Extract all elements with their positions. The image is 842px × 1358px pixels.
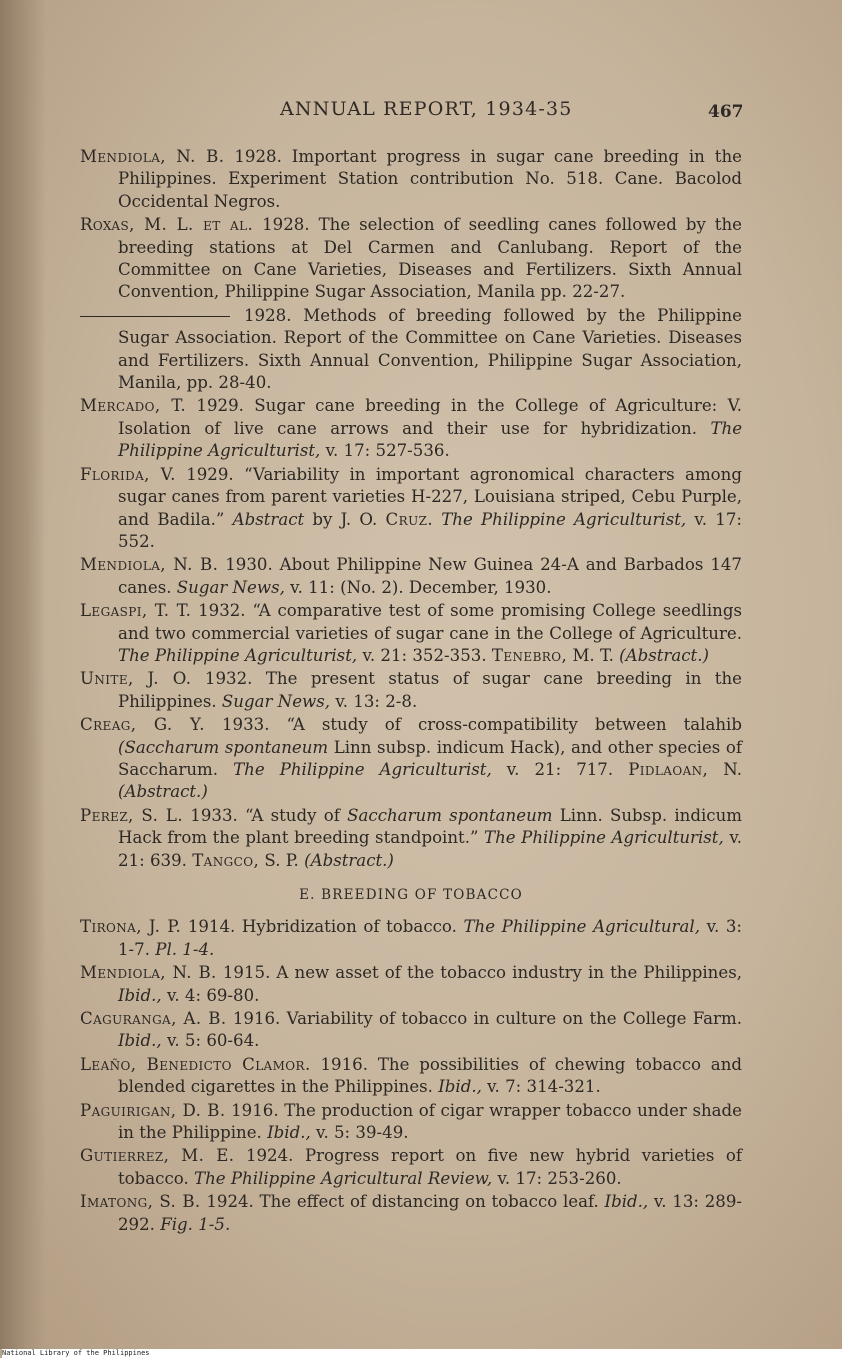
running-title: ANNUAL REPORT, 1934-35 (280, 98, 573, 120)
entry-text: 1929. “Variability in important agronomical characters among sugar canes from parent varieties H-227, Louisiana striped, Cebu Purple, and Badila.” (118, 464, 742, 529)
entry-abstractor-initials: M. T. (572, 645, 614, 665)
entry-journal: The Philippine Agriculturist, (441, 509, 687, 529)
entry-citation: v. 11: (No. 2). December, 1930. (290, 577, 552, 597)
entry-citation: v. 5: 39-49. (316, 1123, 409, 1143)
entry-author: Roxas, M. L. et al. (80, 215, 254, 235)
entry-journal: Sugar News, (221, 691, 331, 711)
entry-text: 1933. “A study of (190, 805, 340, 825)
entry-text: Linn. Subsp. indicum Hack from the plant breeding standpoint.” (118, 805, 742, 848)
entry-author: Tirona, J. P. (80, 917, 182, 937)
entry-journal: Ibid., (604, 1192, 649, 1212)
entry-journal: The Philippine Agriculturist, (118, 418, 743, 461)
entry-species: Saccharum spontaneum (347, 805, 553, 825)
entry-text: 1929. Sugar cane breeding in the College of Agriculture: V. Isolation of live cane arrows and their use for hybridization. (118, 396, 742, 438)
bibliography-entry (80, 962, 742, 1007)
entry-text: 1914. Hybridization of tobacco. (187, 917, 457, 937)
entry-journal: The Philippine Agriculturist, (118, 645, 358, 665)
scan-credit: National Library of the Philippines (2, 1349, 842, 1358)
ditto-rule (80, 316, 230, 317)
entry-author: Florida, V. (80, 464, 176, 484)
bibliography-entry (80, 1054, 742, 1099)
entry-author: Mercado, T. (80, 396, 187, 416)
page-header (0, 98, 842, 128)
entry-author: Perez, S. L. (80, 805, 183, 825)
entry-text: 1928. Methods of breeding followed by the Philippine Sugar Association. Report of the Committee on Cane Varieties. Diseases and Fertilizers. Sixth Annual Convention, Philippine Sugar Association, Manila, pp. 28-40. (118, 305, 742, 393)
entry-abstractor: Pidlaoan, (628, 759, 709, 779)
entry-text: 1928. Important progress in sugar cane breeding in the Philippines. Experiment Station contribution No. 518. Cane. Bacolod Occidental Negros. (118, 147, 742, 211)
bibliography-entry (80, 714, 742, 804)
entry-plates: Pl. 1-4. (155, 939, 215, 959)
bibliography-entry (80, 1145, 742, 1190)
entry-journal: Ibid., (438, 1077, 482, 1097)
entry-journal: Ibid., (118, 1031, 162, 1051)
section-heading: E. BREEDING OF TOBACCO (299, 887, 523, 903)
entry-author: Paguirigan, D. B. (80, 1100, 226, 1120)
entry-text: 1933. “A study of cross-compatibility between talahib (221, 715, 742, 735)
entry-citation: v. 21: 352-353. (362, 645, 487, 665)
entry-abstract-label: Abstract (232, 509, 305, 529)
entry-journal: The Philippine Agriculturist, (484, 828, 724, 848)
entry-journal: Ibid., (118, 985, 162, 1005)
entry-text: 1932. “A comparative test of some promising College seedlings and two commercial varieties of sugar cane in the College of Agriculture. (118, 601, 742, 643)
entry-author: Mendiola, N. B. (80, 147, 225, 166)
entry-abstractor: Tenebro, (491, 645, 568, 665)
entry-text: 1916. The production of cigar wrapper tobacco under shade in the Philippine. (118, 1100, 742, 1143)
bibliography-entry (80, 805, 742, 872)
entry-species: (Saccharum spontaneum (118, 737, 329, 757)
entry-author: Caguranga, A. B. (80, 1009, 227, 1029)
bibliography-entry-ditto (80, 305, 742, 395)
entry-journal: The Philippine Agricultural Review, (194, 1168, 493, 1188)
entry-citation: v. 17: 527-536. (325, 441, 450, 461)
page-number: 467 (708, 102, 744, 122)
bibliography-entry (80, 395, 742, 462)
entry-author: Mendiola, N. B. (80, 963, 217, 983)
bibliography-entry (80, 668, 742, 713)
entry-text: 1916. Variability of tobacco in culture on the College Farm. (232, 1009, 742, 1029)
entry-figures: Fig. 1-5. (160, 1214, 231, 1234)
entry-citation: v. 4: 69-80. (166, 985, 260, 1005)
entry-citation: v. 3: 1-7. (118, 917, 742, 959)
bibliography-entry (80, 214, 742, 304)
entry-abstract-label: (Abstract.) (619, 645, 709, 665)
bibliography-entry (80, 554, 742, 599)
entry-citation: v. 5: 60-64. (166, 1031, 260, 1051)
entry-text: Linn subsp. indicum Hack), and other species of Saccharum. (118, 737, 742, 779)
entry-author: Leaño, Benedicto Clamor. (80, 1054, 311, 1074)
entry-journal: Sugar News, (176, 577, 285, 597)
entry-text: 1924. Progress report on five new hybrid varieties of tobacco. (118, 1146, 742, 1188)
entry-abstractor: Cruz. (385, 509, 433, 529)
entry-text: 1916. The possibilities of chewing tobacco and blended cigarettes in the Philippines. (118, 1054, 742, 1097)
bibliography-entry (80, 146, 742, 213)
entry-by: by J. O. (312, 509, 378, 529)
bibliography-entry (80, 916, 742, 961)
entry-text: 1915. A new asset of the tobacco industry in the Philippines, (222, 963, 742, 983)
bibliography-body (80, 146, 742, 1237)
entry-citation: v. 21: 639. (118, 828, 742, 870)
bibliography-entry (80, 1008, 742, 1053)
entry-abstract-label: (Abstract.) (304, 850, 394, 870)
entry-author: Creag, G. Y. (80, 715, 205, 735)
entry-author: Unite, J. O. (80, 669, 192, 689)
bibliography-entry (80, 600, 742, 667)
entry-abstract-label: (Abstract.) (118, 782, 208, 802)
entry-author: Gutierrez, M. E. (80, 1146, 235, 1166)
entry-citation: v. 13: 2-8. (335, 691, 418, 711)
entry-author: Imatong, S. B. (80, 1192, 201, 1212)
entry-text: 1930. About Philippine New Guinea 24-A and Barbados 147 canes. (118, 555, 742, 597)
entry-journal: Ibid., (267, 1123, 311, 1143)
entry-journal: The Philippine Agricultural, (463, 917, 700, 937)
page-binding-shadow (0, 0, 46, 1349)
entry-citation: v. 13: 289-292. (118, 1192, 742, 1234)
entry-author: Legaspi, T. T. (80, 601, 192, 621)
entry-abstractor: Tangco, (192, 850, 260, 870)
entry-citation: v. 17: 552. (118, 509, 742, 551)
entry-citation: v. 21: 717. (506, 759, 614, 779)
entry-text: 1932. The present status of sugar cane breeding in the Philippines. (118, 669, 742, 711)
entry-text: 1928. The selection of seedling canes followed by the breeding stations at Del Carmen and Canlubang. Report of the Committee on Cane Varieties, Diseases and Fertilizers. Sixth Annual Convention, Philippine Sugar Association, Manila pp. 22-27. (118, 215, 742, 302)
entry-abstractor-initials: S. P. (264, 850, 299, 870)
entry-abstractor-initials: N. (723, 759, 742, 779)
bibliography-entry (80, 1100, 742, 1145)
entry-journal: The Philippine Agriculturist, (233, 759, 492, 779)
bibliography-entry (80, 1191, 742, 1236)
entry-text: 1924. The effect of distancing on tobacco leaf. (206, 1192, 599, 1212)
entry-citation: v. 17: 253-260. (497, 1168, 622, 1188)
bibliography-entry (80, 464, 742, 554)
entry-citation: v. 7: 314-321. (487, 1077, 601, 1097)
entry-author: Mendiola, N. B. (80, 555, 219, 575)
